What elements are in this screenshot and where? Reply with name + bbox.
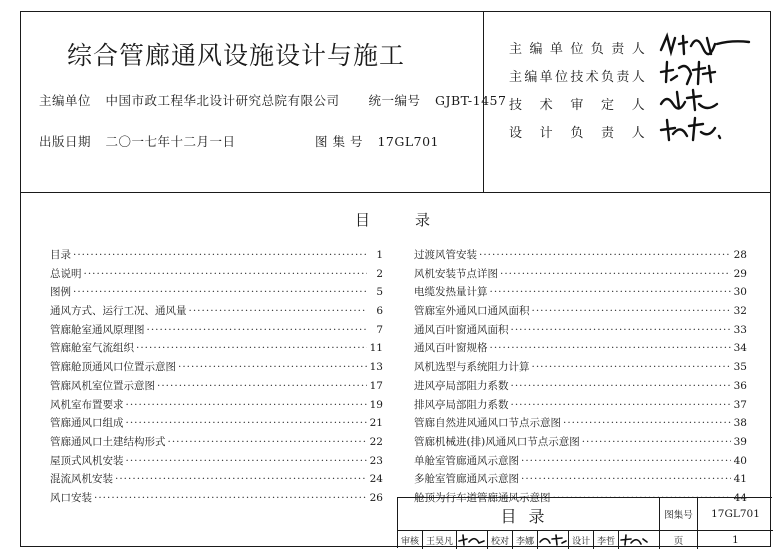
toc-entry-page: 11 xyxy=(369,342,383,355)
title-block-page: 1 xyxy=(732,534,739,546)
toc-entry-title: 屋顶式风机安装 xyxy=(50,454,124,467)
toc-entry[interactable] xyxy=(414,434,747,453)
toc-entry-title: 风口安装 xyxy=(50,491,92,504)
atlas-no-line xyxy=(315,132,439,150)
toc-entry[interactable] xyxy=(50,284,383,303)
drawing-frame xyxy=(20,11,771,547)
toc-entry-page: 38 xyxy=(733,417,747,430)
title-block-signature-row xyxy=(398,531,660,549)
toc-entry-title: 管廊舱顶通风口位置示意图 xyxy=(50,361,176,374)
title-block-page-label: 页 xyxy=(660,531,698,549)
atlas-no-value: 17GL701 xyxy=(377,134,439,149)
toc-entry-title: 管廊通风口土建结构形式 xyxy=(50,435,166,448)
toc-entry[interactable] xyxy=(50,397,383,416)
toc-entry-title: 管廊自然进风通风口节点示意图 xyxy=(414,417,561,430)
toc-entry[interactable] xyxy=(50,340,383,359)
toc-right-column xyxy=(414,247,747,509)
toc-entry-title: 管廊通风口组成 xyxy=(50,417,124,430)
toc-entry-title: 通风百叶窗通风面积 xyxy=(414,323,509,336)
toc-entry[interactable] xyxy=(50,322,383,341)
toc-entry-title: 通风百叶窗规格 xyxy=(414,342,488,355)
toc-left-column xyxy=(50,247,383,509)
toc-entry-title: 风机安装节点详图 xyxy=(414,267,498,280)
toc-heading-left: 目 xyxy=(355,211,372,229)
toc-entry-page: 19 xyxy=(369,398,383,411)
toc-entry[interactable] xyxy=(414,322,747,341)
pub-date-value: 二〇一七年十二月一日 xyxy=(105,134,236,149)
toc-entry[interactable] xyxy=(414,415,747,434)
toc-entry[interactable] xyxy=(414,303,747,322)
toc-entry-title: 排风亭局部阻力系数 xyxy=(414,398,509,411)
editor-unit-label: 主编单位 xyxy=(39,93,92,108)
toc-entry[interactable] xyxy=(414,359,747,378)
signature-technical-reviewer xyxy=(657,86,727,116)
reviewer-name: 王昊凡 xyxy=(426,536,454,547)
toc-entry[interactable] xyxy=(50,303,383,322)
header-block xyxy=(21,12,770,193)
signature-design-head xyxy=(657,114,737,144)
toc-entry-page: 7 xyxy=(376,323,383,336)
atlas-title: 综合管廊通风设施设计与施工 xyxy=(67,41,406,70)
editor-unit-line xyxy=(39,91,506,109)
toc-entry-page: 29 xyxy=(733,267,747,280)
designer-signature xyxy=(619,533,649,547)
responsible-row xyxy=(509,122,645,150)
toc-entry-title: 混流风机安装 xyxy=(50,473,113,486)
toc-entry-page: 40 xyxy=(733,454,747,467)
toc-entry-page: 33 xyxy=(733,323,747,336)
toc-entry[interactable] xyxy=(414,247,747,266)
toc-entry-page: 17 xyxy=(369,379,383,392)
toc-entry-page: 35 xyxy=(733,361,747,374)
toc-entry-title: 单舱室管廊通风示意图 xyxy=(414,454,519,467)
toc-entry-title: 电缆发热量计算 xyxy=(414,286,488,299)
toc-entry[interactable] xyxy=(50,359,383,378)
toc-entry-page: 21 xyxy=(369,417,383,430)
reviewer-signature xyxy=(457,533,487,547)
toc-entry[interactable] xyxy=(50,471,383,490)
checker-name: 李娜 xyxy=(516,536,535,547)
responsibles-list xyxy=(509,38,645,150)
signature-tech-head xyxy=(657,58,727,88)
responsible-label: 主编单位负责人 xyxy=(509,42,645,57)
toc-entry[interactable] xyxy=(50,247,383,266)
responsible-row xyxy=(509,66,645,94)
responsible-label: 技术审定人 xyxy=(509,98,645,113)
toc-entry-page: 24 xyxy=(369,473,383,486)
toc-entry-title: 管廊舱室通风原理图 xyxy=(50,323,145,336)
toc-entry-page: 26 xyxy=(369,491,383,504)
toc-entry-page: 22 xyxy=(369,435,383,448)
toc-entry[interactable] xyxy=(414,397,747,416)
toc-entry[interactable] xyxy=(50,453,383,472)
toc-entry-page: 23 xyxy=(369,454,383,467)
pub-date-label: 出版日期 xyxy=(39,134,92,149)
designer-name: 李哲 xyxy=(597,536,616,547)
toc-entry-page: 44 xyxy=(733,491,747,504)
toc-entry-title: 图例 xyxy=(50,286,71,299)
toc-entry-title: 管廊室外通风口通风面积 xyxy=(414,305,530,318)
toc-entry-title: 风机室布置要求 xyxy=(50,398,124,411)
toc-entry-page: 32 xyxy=(733,305,747,318)
toc-entry-title: 进风亭局部阻力系数 xyxy=(414,379,509,392)
toc-entry[interactable] xyxy=(414,378,747,397)
toc-entry-page: 1 xyxy=(376,249,383,261)
design-label: 设计 xyxy=(572,536,591,547)
toc-entry-page: 36 xyxy=(733,379,747,392)
toc-entry-page: 37 xyxy=(733,398,747,411)
review-label: 审核 xyxy=(401,536,420,547)
responsible-row xyxy=(509,94,645,122)
unified-no-value: GJBT-1457 xyxy=(434,93,507,108)
toc-entry-page: 5 xyxy=(376,286,383,299)
toc-entry-page: 39 xyxy=(733,435,747,448)
editor-unit-value: 中国市政工程华北设计研究总院有限公司 xyxy=(105,93,340,108)
toc-entry-page: 2 xyxy=(376,267,383,280)
atlas-no-label: 图 集 号 xyxy=(315,134,363,149)
toc-entry-title: 过渡风管安装 xyxy=(414,249,477,261)
toc-entry[interactable] xyxy=(414,266,747,285)
toc-entry-page: 34 xyxy=(733,342,747,355)
check-label: 校对 xyxy=(491,536,510,547)
toc-entry[interactable] xyxy=(50,266,383,285)
toc-entry-title: 通风方式、运行工况、通风量 xyxy=(50,305,187,318)
pub-date-line xyxy=(39,132,236,150)
toc-entry-title: 目录 xyxy=(50,249,71,261)
toc-entry-page: 6 xyxy=(376,305,383,318)
toc-entry[interactable] xyxy=(414,471,747,490)
toc-entry-page: 28 xyxy=(733,249,747,261)
title-block-atlas-no-label: 图集号 xyxy=(660,498,698,531)
title-block xyxy=(397,497,772,548)
toc-entry[interactable] xyxy=(414,340,747,359)
title-block-name-cell xyxy=(398,498,660,531)
toc-entry[interactable] xyxy=(50,378,383,397)
toc-entry-title: 管廊风机室位置示意图 xyxy=(50,379,155,392)
toc-entry-title: 风机选型与系统阻力计算 xyxy=(414,361,530,374)
toc-heading-right: 录 xyxy=(415,211,432,229)
toc-entry-page: 13 xyxy=(369,361,383,374)
toc-entry-page: 30 xyxy=(733,286,747,299)
toc-entry[interactable] xyxy=(414,453,747,472)
toc-entry-title: 舱顶为行车道管廊通风示意图 xyxy=(414,491,551,504)
toc-entry-page: 41 xyxy=(733,473,747,486)
title-block-name: 目录 xyxy=(500,507,557,526)
responsible-label: 设计负责人 xyxy=(509,126,645,141)
checker-signature xyxy=(538,533,568,547)
title-block-atlas-no: 17GL701 xyxy=(698,498,773,531)
toc-entry-title: 管廊舱室气流组织 xyxy=(50,342,134,355)
toc-entry[interactable] xyxy=(50,415,383,434)
toc-entry-title: 总说明 xyxy=(50,267,82,280)
toc-entry-title: 管廊机械进(排)风通风口节点示意图 xyxy=(414,435,580,448)
responsible-row xyxy=(509,38,645,66)
responsible-label: 主编单位技术负责人 xyxy=(509,70,645,85)
toc-entry[interactable] xyxy=(50,434,383,453)
toc-entry-title: 多舱室管廊通风示意图 xyxy=(414,473,519,486)
toc-entry[interactable] xyxy=(414,284,747,303)
toc-entry[interactable] xyxy=(50,490,383,509)
signature-editor-head xyxy=(657,30,752,60)
unified-no-label: 统一编号 xyxy=(368,93,421,108)
